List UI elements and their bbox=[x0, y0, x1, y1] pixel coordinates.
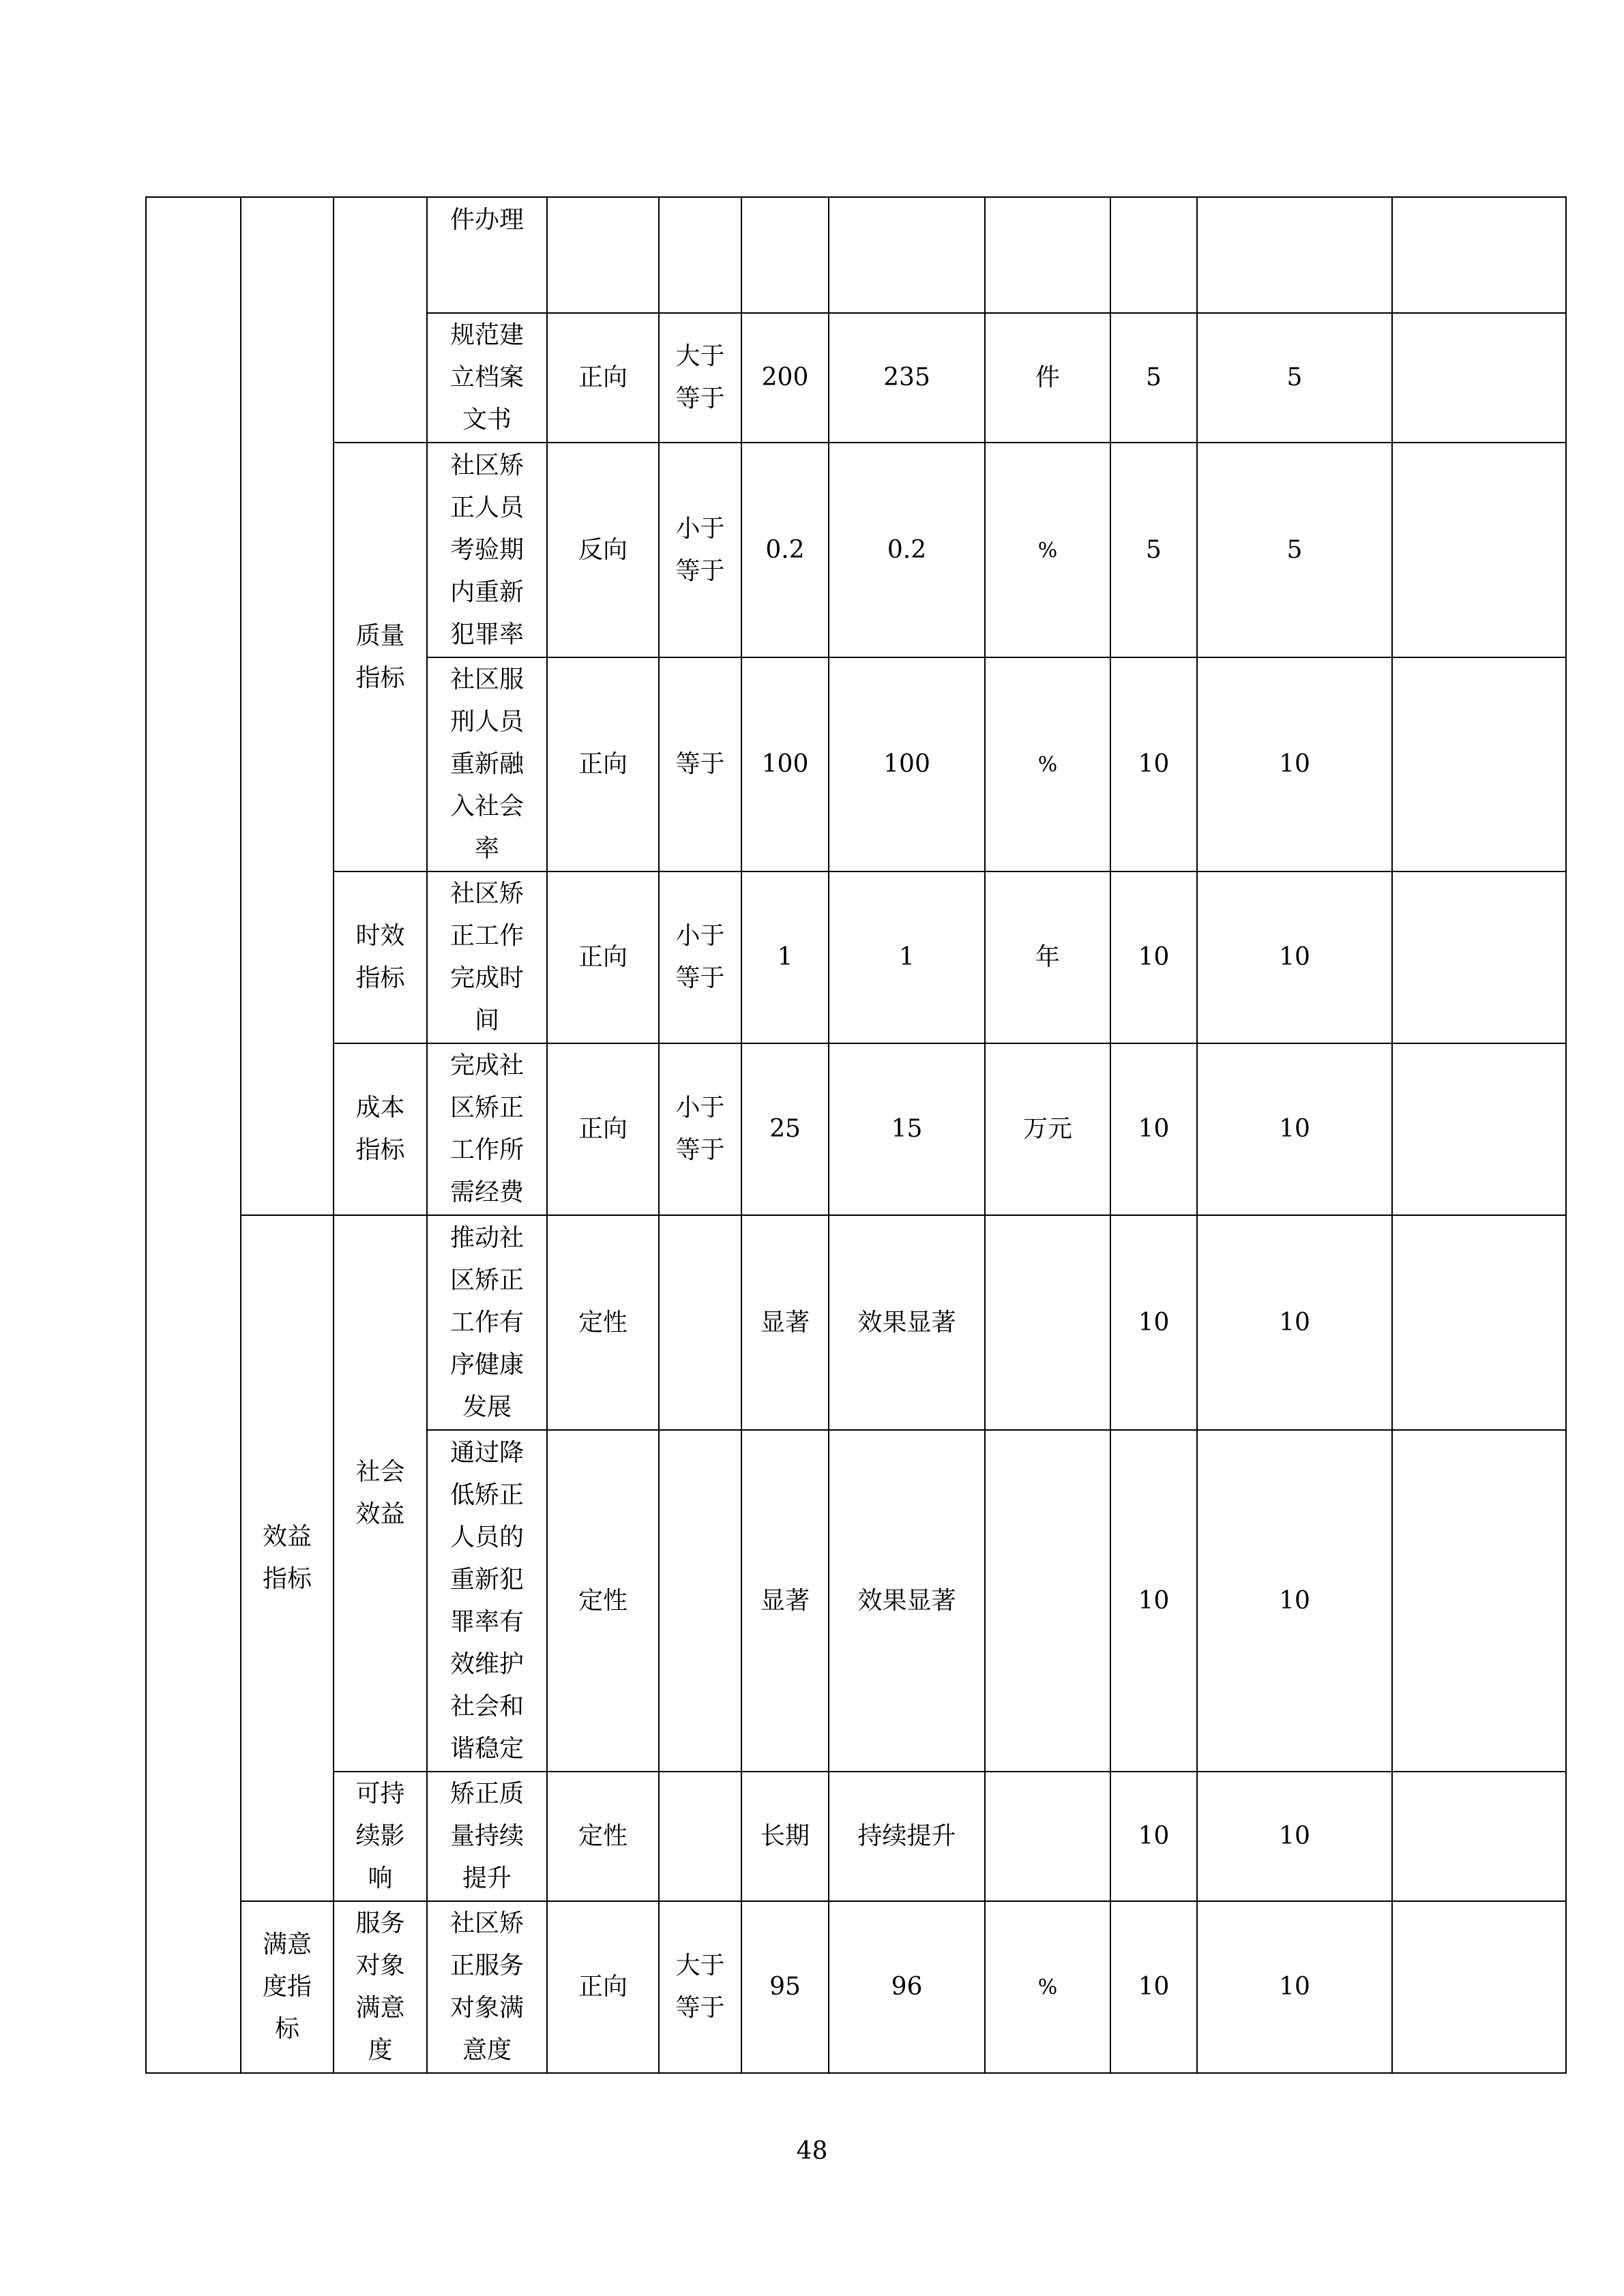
level3-indicator-cell: 服务对象满意度 bbox=[334, 1901, 427, 2073]
indicator-name-cell: 矫正质量持续提升 bbox=[427, 1772, 547, 1901]
operator-cell: 大于等于 bbox=[659, 313, 741, 443]
weight-cell: 10 bbox=[1110, 1215, 1197, 1430]
level3-indicator-cell: 社会效益 bbox=[334, 1215, 427, 1772]
unit-cell: 件 bbox=[985, 313, 1110, 443]
performance-indicator-table bbox=[145, 196, 1567, 2074]
score-cell: 5 bbox=[1197, 313, 1392, 443]
note-cell bbox=[1392, 1772, 1566, 1901]
level3-indicator-cell bbox=[334, 197, 427, 443]
direction-cell: 定性 bbox=[547, 1215, 659, 1430]
unit-cell: % bbox=[985, 443, 1110, 657]
target-value-cell bbox=[741, 197, 829, 313]
unit-cell: 万元 bbox=[985, 1043, 1110, 1215]
actual-value-cell: 0.2 bbox=[829, 443, 985, 657]
weight-cell: 10 bbox=[1110, 1901, 1197, 2073]
actual-value-cell: 持续提升 bbox=[829, 1772, 985, 1901]
target-value-cell: 显著 bbox=[741, 1215, 829, 1430]
table-row bbox=[146, 1215, 1566, 1430]
note-cell bbox=[1392, 313, 1566, 443]
indicator-name-cell: 完成社区矫正工作所需经费 bbox=[427, 1043, 547, 1215]
direction-cell: 正向 bbox=[547, 313, 659, 443]
unit-cell: % bbox=[985, 657, 1110, 871]
target-value-cell: 1 bbox=[741, 871, 829, 1043]
unit-cell bbox=[985, 1430, 1110, 1772]
actual-value-cell: 235 bbox=[829, 313, 985, 443]
table-row bbox=[146, 443, 1566, 657]
operator-cell bbox=[659, 1430, 741, 1772]
operator-cell: 小于等于 bbox=[659, 1043, 741, 1215]
indicator-name-cell: 推动社区矫正工作有序健康发展 bbox=[427, 1215, 547, 1430]
weight-cell: 5 bbox=[1110, 313, 1197, 443]
table-row bbox=[146, 1901, 1566, 2073]
actual-value-cell: 效果显著 bbox=[829, 1215, 985, 1430]
score-cell bbox=[1197, 197, 1392, 313]
actual-value-cell: 1 bbox=[829, 871, 985, 1043]
operator-cell: 小于等于 bbox=[659, 871, 741, 1043]
actual-value-cell: 96 bbox=[829, 1901, 985, 2073]
level3-indicator-cell: 成本指标 bbox=[334, 1043, 427, 1215]
actual-value-cell: 效果显著 bbox=[829, 1430, 985, 1772]
page-number: 48 bbox=[796, 2137, 828, 2165]
level2-indicator-cell bbox=[241, 197, 334, 1215]
weight-cell bbox=[1110, 197, 1197, 313]
target-value-cell: 0.2 bbox=[741, 443, 829, 657]
indicator-name-cell: 社区矫正服务对象满意度 bbox=[427, 1901, 547, 2073]
level3-indicator-cell: 时效指标 bbox=[334, 871, 427, 1043]
score-cell: 10 bbox=[1197, 871, 1392, 1043]
table-row bbox=[146, 197, 1566, 313]
score-cell: 10 bbox=[1197, 1043, 1392, 1215]
indicator-name-cell: 社区矫正人员考验期内重新犯罪率 bbox=[427, 443, 547, 657]
weight-cell: 10 bbox=[1110, 871, 1197, 1043]
actual-value-cell: 100 bbox=[829, 657, 985, 871]
operator-cell bbox=[659, 197, 741, 313]
operator-cell: 等于 bbox=[659, 657, 741, 871]
indicator-name-cell: 社区服刑人员重新融入社会率 bbox=[427, 657, 547, 871]
target-value-cell: 200 bbox=[741, 313, 829, 443]
unit-cell: 年 bbox=[985, 871, 1110, 1043]
table-row bbox=[146, 1772, 1566, 1901]
unit-cell bbox=[985, 1215, 1110, 1430]
direction-cell: 正向 bbox=[547, 657, 659, 871]
actual-value-cell: 15 bbox=[829, 1043, 985, 1215]
unit-cell: % bbox=[985, 1901, 1110, 2073]
note-cell bbox=[1392, 1043, 1566, 1215]
target-value-cell: 显著 bbox=[741, 1430, 829, 1772]
note-cell bbox=[1392, 443, 1566, 657]
score-cell: 10 bbox=[1197, 1772, 1392, 1901]
target-value-cell: 长期 bbox=[741, 1772, 829, 1901]
score-cell: 10 bbox=[1197, 1901, 1392, 2073]
note-cell bbox=[1392, 871, 1566, 1043]
direction-cell: 正向 bbox=[547, 1043, 659, 1215]
operator-cell bbox=[659, 1772, 741, 1901]
score-cell: 10 bbox=[1197, 1430, 1392, 1772]
table-row bbox=[146, 1043, 1566, 1215]
direction-cell: 定性 bbox=[547, 1772, 659, 1901]
weight-cell: 5 bbox=[1110, 443, 1197, 657]
target-value-cell: 95 bbox=[741, 1901, 829, 2073]
operator-cell bbox=[659, 1215, 741, 1430]
weight-cell: 10 bbox=[1110, 1430, 1197, 1772]
indicator-name-cell: 件办理 bbox=[427, 197, 547, 313]
level2-indicator-cell: 效益指标 bbox=[241, 1215, 334, 1901]
unit-cell bbox=[985, 1772, 1110, 1901]
note-cell bbox=[1392, 197, 1566, 313]
score-cell: 10 bbox=[1197, 1215, 1392, 1430]
direction-cell: 正向 bbox=[547, 1901, 659, 2073]
target-value-cell: 25 bbox=[741, 1043, 829, 1215]
indicator-name-cell: 规范建立档案文书 bbox=[427, 313, 547, 443]
weight-cell: 10 bbox=[1110, 1043, 1197, 1215]
direction-cell: 反向 bbox=[547, 443, 659, 657]
direction-cell: 正向 bbox=[547, 871, 659, 1043]
operator-cell: 小于等于 bbox=[659, 443, 741, 657]
target-value-cell: 100 bbox=[741, 657, 829, 871]
level3-indicator-cell: 可持续影响 bbox=[334, 1772, 427, 1901]
unit-cell bbox=[985, 197, 1110, 313]
score-cell: 5 bbox=[1197, 443, 1392, 657]
score-cell: 10 bbox=[1197, 657, 1392, 871]
direction-cell bbox=[547, 197, 659, 313]
table-row bbox=[146, 871, 1566, 1043]
operator-cell: 大于等于 bbox=[659, 1901, 741, 2073]
weight-cell: 10 bbox=[1110, 657, 1197, 871]
level3-indicator-cell: 质量指标 bbox=[334, 443, 427, 871]
indicator-name-cell: 社区矫正工作完成时间 bbox=[427, 871, 547, 1043]
level2-indicator-cell: 满意度指标 bbox=[241, 1901, 334, 2073]
note-cell bbox=[1392, 657, 1566, 871]
level1-indicator-cell bbox=[146, 197, 241, 2073]
direction-cell: 定性 bbox=[547, 1430, 659, 1772]
note-cell bbox=[1392, 1215, 1566, 1430]
indicator-name-cell: 通过降低矫正人员的重新犯罪率有效维护社会和谐稳定 bbox=[427, 1430, 547, 1772]
actual-value-cell bbox=[829, 197, 985, 313]
note-cell bbox=[1392, 1430, 1566, 1772]
weight-cell: 10 bbox=[1110, 1772, 1197, 1901]
note-cell bbox=[1392, 1901, 1566, 2073]
